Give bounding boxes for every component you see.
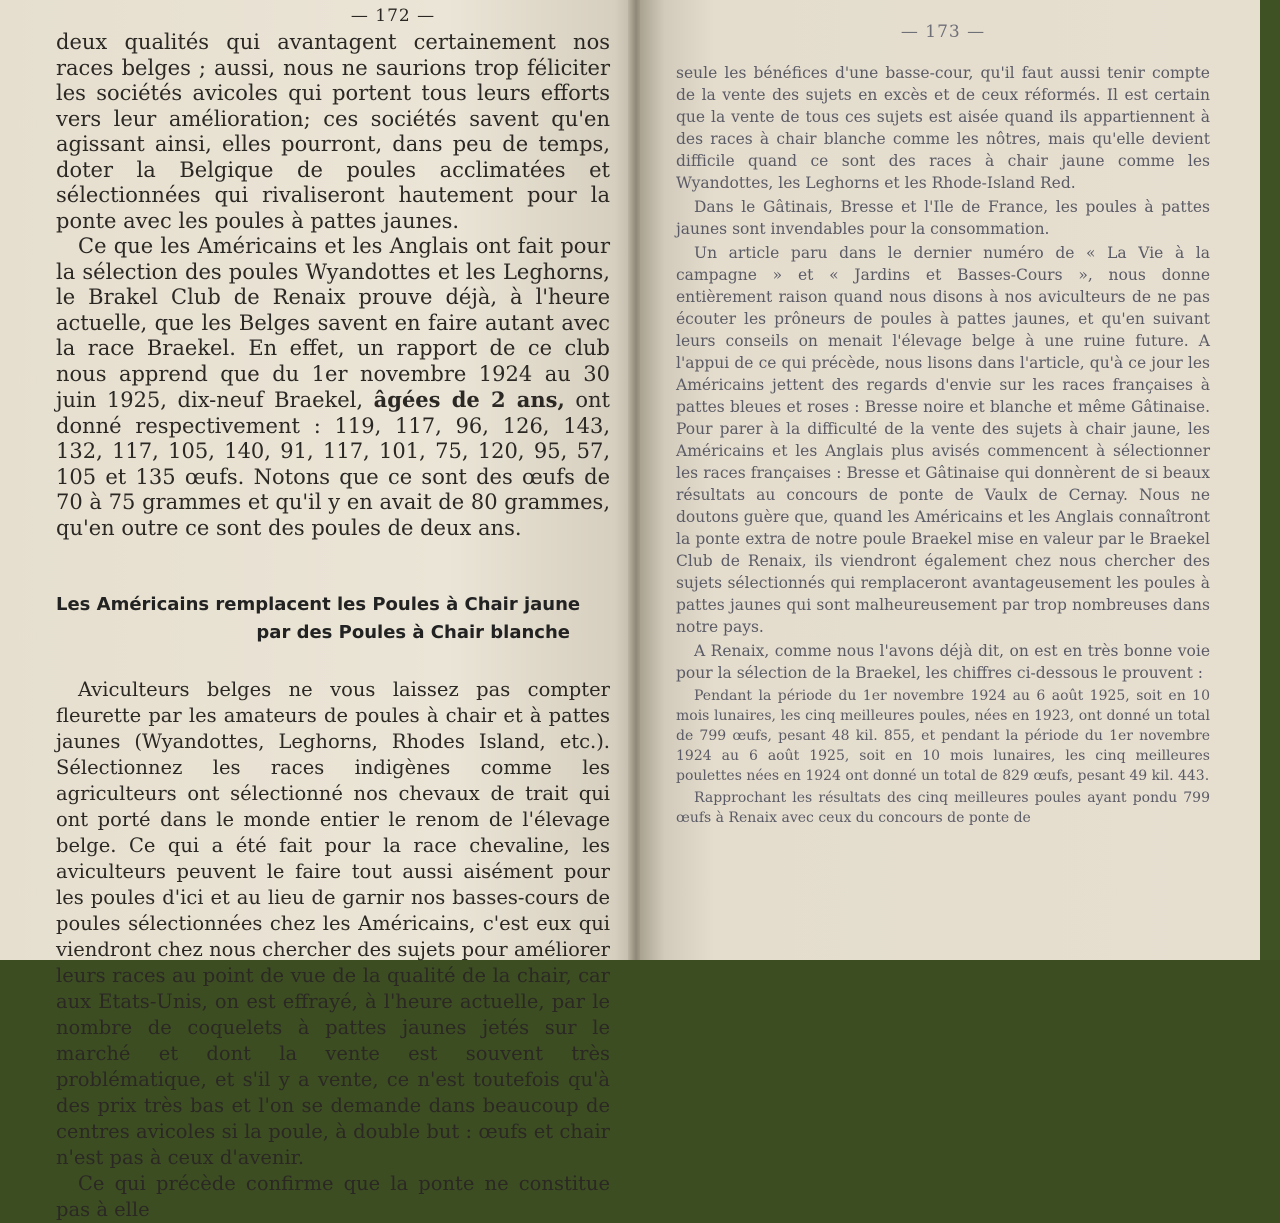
background-edge — [1260, 0, 1280, 960]
paragraph: Rapprochant les résultats des cinq meilleures poules ayant pondu 799 œufs à Renaix avec ceux du concours de ponte de — [676, 790, 1210, 826]
paragraph: Pendant la période du 1er novembre 1924 au 6 août 1925, soit en 10 mois lunaires, les cinq meilleures poules, nées en 1923, ont donné un total de 799 œufs, pesant 48 kil. 855, et pendant la période du 1er novembre 1924 au 6 août 1925, soit en 10 mois lunaires, les cinq meilleures poulettes nées en 1924 ont donné un total de 829 œufs, pesant 49 kil. 443. — [676, 688, 1210, 784]
paragraph — [56, 234, 610, 541]
paragraph: A Renaix, comme nous l'avons déjà dit, on est en très bonne voie pour la sélection de la Braekel, les chiffres ci-dessous le prouvent : — [676, 642, 1210, 682]
left-page — [0, 0, 640, 1221]
heading-line-1: Les Américains remplacent les Poules à Chair jaune — [56, 594, 581, 615]
paragraph: Dans le Gâtinais, Bresse et l'Ile de France, les poules à pattes jaunes sont invendables pour la consommation. — [676, 198, 1210, 238]
page-number-left: — 172 — — [350, 6, 436, 26]
heading-line-2: par des Poules à Chair blanche — [256, 622, 570, 643]
bold-text: âgées de 2 ans, — [373, 387, 565, 412]
paragraph: seule les bénéfices d'une basse-cour, qu'il faut aussi tenir compte de la vente des sujets en excès et de ceux réformés. Il est certain que la vente de tous ces sujets est aisée quand ils appartiennent à des races à chair blanche comme les nôtres, mais qu'elle devient difficile quand ce sont des races à chair jaune comme les Wyandottes, les Leghorns et les Rhode-Island Red. — [676, 64, 1210, 192]
section-heading — [56, 591, 610, 647]
paragraph: Ce qui précède confirme que la ponte ne constitue pas à elle — [56, 1172, 610, 1221]
paragraph: deux qualités qui avantagent certainement nos races belges ; aussi, nous ne saurions trop féliciter les sociétés avicoles qui portent tous leurs efforts vers leur amélioration; ces sociétés savent qu'en agissant ainsi, elles pourront, dans peu de temps, doter la Belgique de poules acclimatées et sélectionnées qui rivaliseront hautement pour la ponte avec les poules à pattes jaunes. — [56, 30, 610, 233]
right-page — [640, 0, 1260, 960]
paragraph: Un article paru dans le dernier numéro de « La Vie à la campagne » et « Jardins et Basses-Cours », nous donne entièrement raison quand nous disons à nos aviculteurs de ne pas écouter les prôneurs de poules à pattes jaunes, et qu'en suivant leurs conseils on menait l'élevage belge à une ruine future. A l'appui de ce qui précède, nous lisons dans l'article, qu'à ce jour les Américains jettent des regards d'envie sur les races françaises à pattes bleues et roses : Bresse noire et blanche et même Gâtinaise. Pour parer à la difficulté de la vente des sujets à chair jaune, les Américains et les Anglais plus avisés commencent à sélectionner les races françaises : Bresse et Gâtinaise qui donnèrent de si beaux résultats au concours de ponte de Vaulx de Cernay. Nous ne doutons guère que, quand les Américains et les Anglais connaîtront la ponte extra de notre poule Braekel mise en valeur par le Braekel Club de Renaix, ils viendront également chez nous chercher des sujets sélectionnés qui remplaceront avantageusement les poules à pattes jaunes qui sont malheureusement par trop nombreuses dans notre pays. — [676, 244, 1210, 636]
paragraph: Aviculteurs belges ne vous laissez pas compter fleurette par les amateurs de poules à chair et à pattes jaunes (Wyandottes, Leghorns, Rhodes Island, etc.). Sélectionnez les races indigènes comme les agriculteurs ont sélectionné nos chevaux de trait qui ont porté dans le monde entier le renom de l'élevage belge. Ce qui a été fait pour la race chevaline, les aviculteurs peuvent le faire tout aussi aisément pour les poules d'ici et au lieu de garnir nos basses-cours de poules sélectionnées chez les Américains, c'est eux qui viendront chez nous chercher des sujets pour améliorer leurs races au point de vue de la qualité de la chair, car aux Etats-Unis, on est effrayé, à l'heure actuelle, par le nombre de coquelets à pattes jaunes jetés sur le marché et dont la vente est souvent très problématique, et s'il y a vente, ce n'est toutefois qu'à des prix très bas et l'on se demande dans beaucoup de centres avicoles si la poule, à double but : œufs et chair n'est pas à ceux d'avenir. — [56, 678, 610, 1169]
page-number-right: — 173 — — [900, 22, 986, 42]
paragraph-text: Ce que les Américains et les Anglais ont fait pour la sélection des poules Wyandottes et les Leghorns, le Brakel Club de Renaix prouve déjà, à l'heure actuelle, que les Belges savent en faire autant avec la race Braekel. En effet, un rapport de ce club nous apprend que du 1er novembre 1924 au 30 juin 1925, dix-neuf Braekel, — [56, 234, 610, 412]
paragraph-text: ont donné respectivement : 119, 117, 96, 126, 143, 132, 117, 105, 140, 91, 117, 101, 75, 120, 95, 57, 105 et 135 œufs. Notons que ce sont des œufs de 70 à 75 grammes et qu'il y en avait de 80 grammes, qu'en outre ce sont des poules de deux ans. — [56, 388, 610, 540]
